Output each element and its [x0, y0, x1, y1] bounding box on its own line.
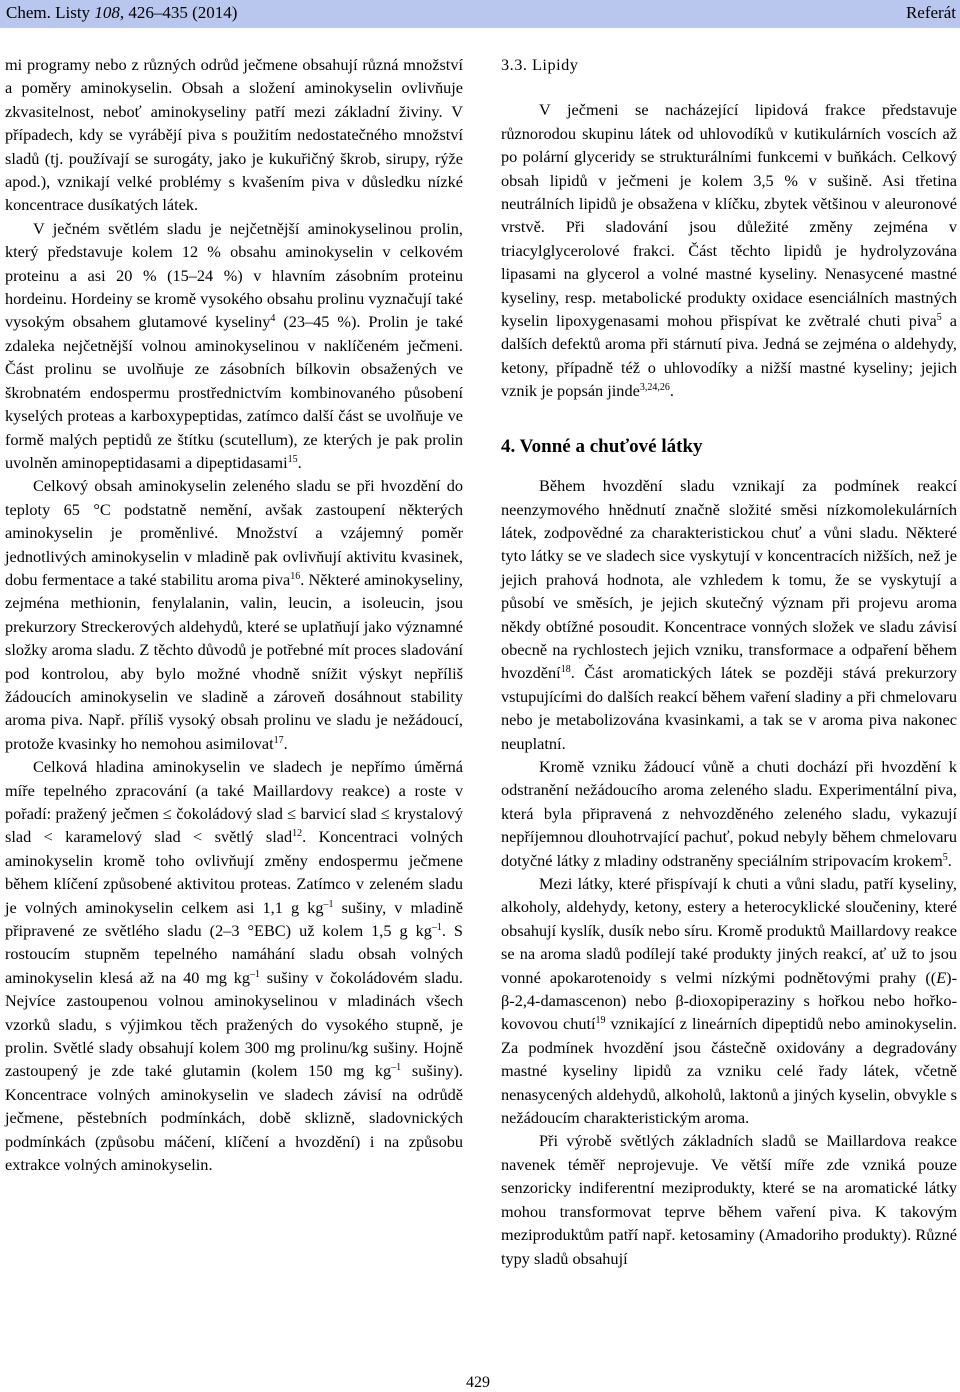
reference-mark: 5 — [936, 312, 942, 324]
paragraph: mi programy nebo z různých odrůd ječmene obsahují různá množství a poměry aminokyselin. Obsah a složení aminokyselin ovlivňuje zkvasitelnost, neboť aminokyseliny patří mezi základní živiny. V případech, kdy se vyrábějí piva s použitím nedostatečného množství sladů (tj. používají se surogáty, jako je kukuřičný škrob, sirupy, rýže apod.), vznikají velké problémy s kvašením piva v důsledku nízké koncentrace dusíkatých látek. — [5, 55, 463, 215]
section-heading-aroma: 4. Vonné a chuťové látky — [501, 435, 703, 457]
journal-citation: Chem. Listy 108, 426–435 (2014) — [6, 3, 238, 22]
paragraph: V ječmeni se nacházející lipidová frakce představuje různorodou skupinu látek od uhlovodíků v kutikulárních voscích až po polární glyceridy se strukturálními funkcemi v buňkách. Celkový obsah lipidů v ječmeni je kolem 3,5 % v sušině. Asi třetina neutrálních lipidů je obsažena v klíčku, zbytek většinou v aleuronové vrstvě. Při sladování jsou důležité změny zejména v triacylglycerolové frakci. Část těchto lipidů je hydrolyzována lipasami na glycerol a volné mastné kyseliny. Nenasycené mastné kyseliny, resp. metabolické produkty oxidace esenciálních mastných kyselin lipoxygenasami mohou přispívat ke zvětralé chuti piva$^5$ a dalších defektů aroma při stárnutí piva. Jedná se zejména o aldehydy, ketony, případně též o uhlovodíky a nižší mastné kyseliny; jejich vznik je popsán jinde$^{3,24,26}$. — [501, 100, 958, 401]
paragraph: Kromě vzniku žádoucí vůně a chuti dochází při hvozdění k odstranění nežádoucího aroma zeleného sladu. Experimentální piva, která byla připravená z nehvozděného zeleného sladu, vykazují nepříjemnou dlouhotrvající pachuť, pokud nebyly během chmelovaru dotyčné látky z mladiny odstraněny speciálním stripovacím krokem$^5$. — [501, 756, 957, 870]
reference-mark: 4 — [270, 313, 276, 325]
exponent: –1 — [431, 922, 442, 934]
reference-mark: 3,24,26 — [639, 382, 670, 394]
exponent: –1 — [323, 898, 334, 910]
paragraph: V ječném světlém sladu je nejčetnější aminokyselinou prolin, který představuje kolem 12 % obsahu aminokyselin v celkovém proteinu a asi 20 % (15–24 %) v hlavním zásobním proteinu hordeinu. Hordeiny se kromě vysokého obsahu prolinu vyznačují také vysokým obsahem glutamové kyseliny$^4$ (23–45 %). Prolin je také zdaleka nejčetnější volnou aminokyselinou v naklíčeném ječmeni. Část prolinu se uvolňuje ze zásobních bílkovin obsažených ve škrobnatém endospermu prostřednictvím kombinovaného působení kyselých proteas a karboxypeptidas, zatímco další část se uvolňuje ve formě malých peptidů ze štítku (scutellum), ze kterých je pak prolin uvolněn aminopeptidasami a dipeptidasami$^{15}$. — [5, 218, 464, 472]
section-label: Referát — [905, 3, 956, 22]
running-header — [0, 0, 960, 28]
paragraph: Celková hladina aminokyselin ve sladech je nepřímo úměrná míře tepelného zpracování (a také Maillardovy reakce) a roste v pořadí: pražený ječmen ≤ čokoládový slad ≤ barvicí slad ≤ krystalový slad < karamelový slad < světlý slad$^{12}$. Koncentraci volných aminokyselin kromě toho ovlivňují změny endospermu ječmene během klíčení způsobené aktivitou proteas. Zatímco v zeleném sladu je volných aminokyselin celkem asi 1,1 g $kg^{-1}$ sušiny, v mladině připravené ze světlého sladu (2–3 °EBC) už kolem 1,5 g $kg^{-1}$. S rostoucím stupněm tepelného namáhání sladu obsah volných aminokyselin klesá až na 40 mg $kg^{-1}$ sušiny v čokoládovém sladu. Nejvíce zastoupenou volnou aminokyselinou v mladinách všech vzorků sladu, s výjimkou těch pražených do vysokého stupně, je prolin. Světlé slady obsahují kolem 300 mg prolinu/kg sušiny. Hojně zastoupený je zde také glutamin (kolem 150 mg $kg^{-1}$ sušiny). Koncentrace volných aminokyselin ve sladech závisí na odrůdě ječmene, pěstebních podmínkách, době sklizně, sladovnických podmínkách (způsobu máčení, klíčení a hvozdění) i na způsobu extrakce volných aminokyselin. — [5, 757, 463, 1175]
reference-mark: 12 — [292, 828, 303, 840]
section-heading-lipids: 3.3. Lipidy — [501, 55, 579, 74]
paragraph: Během hvozdění sladu vznikají za podmínek reakcí neenzymového hnědnutí značně složité směsi nízkomolekulárních látek, zodpovědné za charakteristickou chuť a vůni sladu. Některé tyto látky se ve sladech sice vyskytují v koncentracích nižších, než je jejich prahová hodnota, ale vzhledem k tomu, že se vyskytují a působí ve směsích, je jejich skutečný význam při projevu aroma někdy obtížné posoudit. Koncentrace vonných složek ve sladu závisí obecně na rychlostech jejich vzniku, transformace a odpaření během hvozdění$^{18}$. Část aromatických látek se později stává prekurzory vstupujícími do dalších reakcí během vaření sladiny a při chmelovaru nebo je metabolizována kvasinkami, a tak se v aroma piva nakonec neuplatní. — [501, 476, 957, 753]
reference-mark: 18 — [560, 664, 571, 676]
reference-mark: 17 — [273, 734, 284, 746]
reference-mark: 16 — [290, 570, 301, 582]
paragraph: Celkový obsah aminokyselin zeleného sladu se při hvozdění do teploty 65 °C podstatně nemění, avšak zastoupení některých aminokyselin je proměnlivé. Množství a vzájemný poměr jednotlivých aminokyselin v mladině pak ovlivňují aktivitu kvasinek, dobu fermentace a také stabilitu aroma piva$^{16}$. Některé aminokyseliny, zejména methionin, fenylalanin, valin, leucin, a isoleucin, jsou prekurzory Streckerových aldehydů, které se uplatňují jako významné složky aroma sladu. Z těchto důvodů je potřebné mít proces sladování pod kontrolou, aby bylo možné vhodně snížit výskyt nepříliš žádoucích aminokyselin ve sladině a zároveň dosáhnout stability aroma piva. Např. příliš vysoký obsah prolinu ve sladu je nežádoucí, protože kvasinky ho nemohou asimilovat$^{17}$. — [5, 476, 463, 753]
paragraph: Při výrobě světlých základních sladů se Maillardova reakce navenek téměř neprojevuje. Ve větší míře zde vzniká pouze senzoricky indiferentní meziprodukty, které se na aromatické látky mohou transformovat teprve během vaření piva. K takovým meziproduktům patří např. ketosaminy (Amadoriho produkty). Různé typy sladů obsahují — [501, 1131, 957, 1268]
left-column — [5, 53, 463, 1177]
exponent: –1 — [391, 1062, 402, 1074]
paragraph: Mezi látky, které přispívají k chuti a vůni sladu, patří kyseliny, alkoholy, aldehydy, ketony, estery a heterocyklické sloučeniny, které obsahují kyslík, dusík nebo síru. Kromě produktů Maillardovy reakce se na aroma sladů podílejí také produkty jiných reakcí, ať už to jsou vonné apokarotenoidy s velmi nízkými podnětovými prahy ((E)-β-2,4-damascenon) nebo β-dioxopiperaziny s hořkou nebo hořko-kovovou chutí$^{19}$ vznikající z lineárních dipeptidů nebo aminokyselin. Za podmínek hvozdění jsou částečně oxidovány a degradovány mastné kyseliny lipidů za vzniku celé řady látek, včetně nenasycených aldehydů, alkoholů, laktonů a jiných kyselin, obvykle s nežádoucím charakteristickým aroma. — [501, 874, 957, 1128]
reference-mark: 5 — [942, 851, 948, 863]
reference-mark: 19 — [595, 1015, 606, 1027]
reference-mark: 15 — [287, 453, 298, 465]
exponent: –1 — [250, 968, 260, 980]
page-number: 429 — [466, 1374, 490, 1391]
right-column — [501, 53, 957, 1270]
